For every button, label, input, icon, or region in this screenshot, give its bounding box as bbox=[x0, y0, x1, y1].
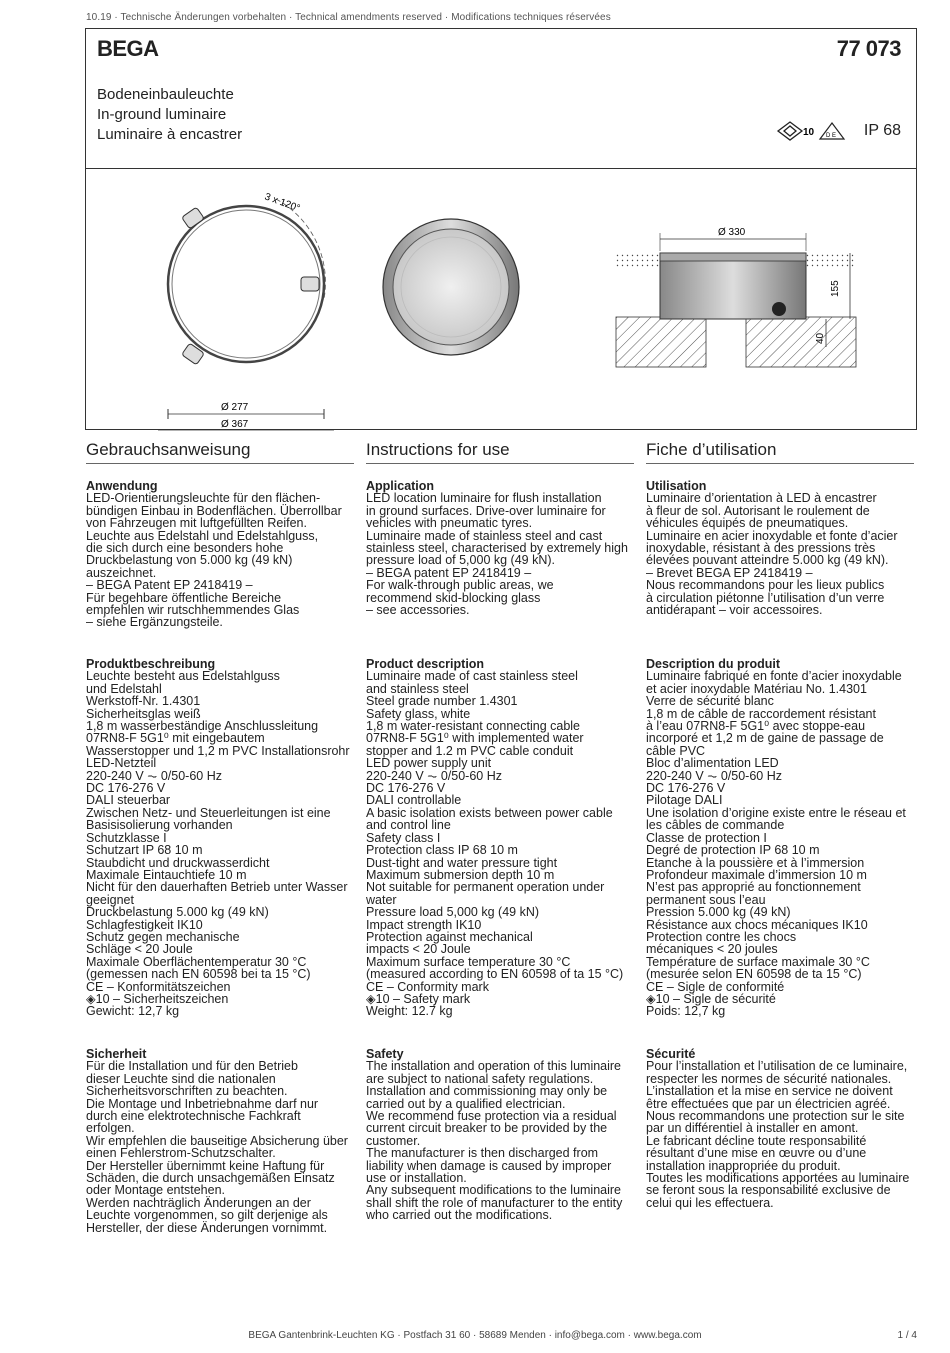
text-line: Schutzart IP 68 10 m bbox=[86, 843, 203, 858]
product-name-de: Bodeneinbauleuchte bbox=[97, 86, 234, 103]
de-mark-letters: D E bbox=[826, 133, 837, 139]
text-line: Dust-tight and water pressure tight bbox=[366, 855, 558, 870]
text-line: auszeichnet. bbox=[86, 565, 157, 580]
dim-inner-diameter: Ø 277 bbox=[221, 402, 249, 413]
luminaire-top-view bbox=[383, 219, 519, 355]
text-line: N’est pas approprié au fonctionnement bbox=[646, 880, 861, 895]
text-line: und Edelstahl bbox=[86, 681, 162, 696]
brand-name: BEGA bbox=[97, 36, 159, 61]
section-heading: Product description bbox=[366, 657, 485, 671]
text-line: Zwischen Netz- und Steuerleitungen ist eine bbox=[86, 805, 331, 820]
text-line: vehicles with pneumatic tyres. bbox=[366, 516, 533, 531]
text-line: liability when damage is caused by improper bbox=[366, 1158, 612, 1173]
text-line: Die Montage und Inbetriebnahme darf nur bbox=[86, 1096, 319, 1111]
text-line: installation inappropriée du produit. bbox=[646, 1158, 841, 1173]
section bbox=[86, 480, 354, 629]
text-line: véhicules équipés de pneumatiques. bbox=[646, 516, 849, 531]
text-line: For walk-through public areas, we bbox=[366, 578, 554, 593]
text-line: L’installation et la mise en service ne doivent bbox=[646, 1084, 893, 1099]
text-line: LED-Netzteil bbox=[86, 756, 157, 771]
text-line: Etanche à la poussière et à l’immersion bbox=[646, 855, 865, 870]
text-line: Degré de protection IP 68 10 m bbox=[646, 843, 820, 858]
section-heading: Sicherheit bbox=[86, 1047, 147, 1061]
text-line: LED-Orientierungsleuchte für den flächen- bbox=[86, 491, 321, 506]
text-line: Leuchte aus Edelstahl und Edelstahlguss, bbox=[86, 528, 319, 543]
text-line: être effectuées que par un électricien agréé. bbox=[646, 1096, 891, 1111]
text-line: in ground surfaces. Drive-over luminaire for bbox=[366, 503, 606, 518]
section-heading: Sécurité bbox=[646, 1047, 696, 1061]
text-line: Pilotage DALI bbox=[646, 793, 723, 808]
text-line: Profondeur maximale d’immersion 10 m bbox=[646, 867, 867, 882]
section bbox=[366, 658, 634, 1018]
text-line: DC 176-276 V bbox=[366, 781, 446, 796]
text-line: Une isolation d’origine existe entre le réseau et bbox=[646, 805, 906, 820]
text-line: Schlagfestigkeit IK10 bbox=[86, 917, 203, 932]
column-german bbox=[86, 440, 354, 1235]
text-line: ◈10 – Sicherheitszeichen bbox=[86, 991, 229, 1006]
text-line: et acier inoxydable Matériau No. 1.4301 bbox=[646, 681, 867, 696]
text-line: who carried out the modifications. bbox=[366, 1208, 553, 1223]
text-line: Wasserstopper und 1,2 m PVC Installationsrohr bbox=[86, 743, 350, 758]
text-line: 1,8 m water-resistant connecting cable bbox=[366, 719, 580, 734]
text-line: Leuchte vorgenommen, so gilt derjenige als bbox=[86, 1208, 328, 1223]
text-line: Safety class I bbox=[366, 830, 441, 845]
text-line: use or installation. bbox=[366, 1171, 467, 1186]
text-line: Pour l’installation et l’utilisation de ce luminaire, bbox=[646, 1059, 908, 1074]
text-line: se feront sous la responsabilité exclusive de bbox=[646, 1183, 891, 1198]
text-line: ◈10 – Safety mark bbox=[366, 991, 471, 1006]
text-line: Steel grade number 1.4301 bbox=[366, 694, 518, 709]
section bbox=[646, 480, 914, 616]
text-line: Any subsequent modifications to the luminaire bbox=[366, 1183, 622, 1198]
article-number: 77 073 bbox=[836, 36, 901, 61]
text-line: à circulation piétonne l’utilisation d’un verre bbox=[646, 590, 885, 605]
text-line: Impact strength IK10 bbox=[366, 917, 482, 932]
text-line: Température de surface maximale 30 °C bbox=[646, 954, 870, 969]
text-line: Protection against mechanical bbox=[366, 929, 533, 944]
text-line: Pression 5.000 kg (49 kN) bbox=[646, 905, 791, 920]
column-english bbox=[366, 440, 634, 1223]
text-line: incorporé et 1,2 m de gaine de passage de bbox=[646, 731, 884, 746]
section-heading: Safety bbox=[366, 1047, 404, 1061]
text-line: current circuit breaker to be provided by the bbox=[366, 1121, 608, 1136]
text-line: are subject to national safety regulations. bbox=[366, 1071, 594, 1086]
column-title: Gebrauchsanweisung bbox=[86, 440, 354, 464]
text-line: à l’eau 07RN8-F 5G1⁰ avec stoppe-eau bbox=[646, 719, 866, 734]
text-line: We recommend fuse protection via a residual bbox=[366, 1109, 617, 1124]
text-line: stopper and 1.2 m PVC cable conduit bbox=[366, 743, 574, 758]
section bbox=[646, 658, 914, 1018]
text-line: Luminaire en acier inoxydable et fonte d’acier bbox=[646, 528, 898, 543]
text-line: Für begehbare öffentliche Bereiche bbox=[86, 590, 282, 605]
angle-label: 3 x 120° bbox=[262, 191, 302, 215]
text-line: Schutz gegen mechanische bbox=[86, 929, 240, 944]
text-line: Maximale Eintauchtiefe 10 m bbox=[86, 867, 247, 882]
text-line: à fleur de sol. Autorisant le roulement de bbox=[646, 503, 870, 518]
text-line: (mesurée selon EN 60598 de ta 15 °C) bbox=[646, 967, 862, 982]
text-line: The installation and operation of this luminaire bbox=[366, 1059, 622, 1074]
dim-depth: 40 bbox=[815, 332, 826, 344]
text-line: Druckbelastung 5.000 kg (49 kN) bbox=[86, 905, 269, 920]
text-line: pressure load of 5,000 kg (49 kN). bbox=[366, 553, 555, 568]
text-line: LED power supply unit bbox=[366, 756, 492, 771]
text-line: einen Fehlerstrom-Schutzschalter. bbox=[86, 1146, 276, 1161]
text-line: Für die Installation und für den Betrieb bbox=[86, 1059, 298, 1074]
text-line: 220-240 V ⏦ 0/50-60 Hz bbox=[366, 768, 502, 783]
text-line: 220-240 V ⏦ 0/50-60 Hz bbox=[646, 768, 782, 783]
text-line: inoxydable, résistant à des pressions très bbox=[646, 541, 876, 556]
text-line: élevées pouvant atteindre 5.000 kg (49 kN). bbox=[646, 553, 889, 568]
text-line: DC 176-276 V bbox=[86, 781, 166, 796]
text-line: 220-240 V ⏦ 0/50-60 Hz bbox=[86, 768, 222, 783]
text-line: recommend skid-blocking glass bbox=[366, 590, 541, 605]
text-line: Schäden, die durch unsachgemäßen Einsatz bbox=[86, 1171, 335, 1186]
text-line: Luminaire made of cast stainless steel bbox=[366, 669, 578, 684]
text-line: LED location luminaire for flush installation bbox=[366, 491, 602, 506]
text-line: Hersteller, der diese Änderungen vornimmt. bbox=[86, 1220, 328, 1235]
text-line: antidérapant – voir accessoires. bbox=[646, 603, 823, 618]
text-line: and stainless steel bbox=[366, 681, 469, 696]
text-line: DC 176-276 V bbox=[646, 781, 726, 796]
text-line: Nicht für den dauerhaften Betrieb unter Wasser bbox=[86, 880, 348, 895]
column-title: Fiche d’utilisation bbox=[646, 440, 914, 464]
text-line: ◈10 – Sigle de sécurité bbox=[646, 991, 776, 1006]
text-line: Installation and commissioning may only be bbox=[366, 1084, 608, 1099]
text-line: dieser Leuchte sind die nationalen bbox=[86, 1071, 276, 1086]
section bbox=[646, 1048, 914, 1209]
text-line: 07RN8-F 5G1⁰ with implemented water bbox=[366, 731, 584, 746]
dim-height: 155 bbox=[830, 280, 841, 297]
text-line: DALI steuerbar bbox=[86, 793, 171, 808]
section bbox=[86, 658, 354, 1018]
column-french bbox=[646, 440, 914, 1210]
text-line: DALI controllable bbox=[366, 793, 462, 808]
text-line: von Fahrzeugen mit luftgefüllten Reifen. bbox=[86, 516, 307, 531]
text-line: câble PVC bbox=[646, 743, 706, 758]
text-line: Luminaire fabriqué en fonte d’acier inoxydable bbox=[646, 669, 902, 684]
text-line: Nous recommandons pour les lieux publics bbox=[646, 578, 885, 593]
text-line: Basisisolierung vorhanden bbox=[86, 818, 233, 833]
section bbox=[366, 1048, 634, 1222]
text-line: – see accessories. bbox=[366, 603, 470, 618]
text-line: empfehlen wir rutschhemmendes Glas bbox=[86, 603, 300, 618]
text-line: water bbox=[366, 892, 397, 907]
product-name-en: In-ground luminaire bbox=[97, 106, 227, 123]
section-heading: Utilisation bbox=[646, 479, 707, 493]
ring-plan-view bbox=[158, 191, 334, 431]
text-line: 1,8 m de câble de raccordement résistant bbox=[646, 706, 876, 721]
text-line: Verre de sécurité blanc bbox=[646, 694, 774, 709]
text-line: customer. bbox=[366, 1133, 421, 1148]
revision-note: 10.19 · Technische Änderungen vorbehalten · Technical amendments reserved · Modifications techniques réservées bbox=[86, 12, 611, 23]
text-line: Druckbelastung von 5.000 kg (49 kN) bbox=[86, 553, 293, 568]
text-line: Der Hersteller übernimmt keine Haftung für bbox=[86, 1158, 325, 1173]
section-heading: Description du produit bbox=[646, 657, 781, 671]
text-line: Maximum submersion depth 10 m bbox=[366, 867, 555, 882]
text-line: – siehe Ergänzungsteile. bbox=[86, 615, 223, 630]
text-line: Nous recommandons une protection sur le site bbox=[646, 1109, 905, 1124]
text-line: Wir empfehlen die bauseitige Absicherung über bbox=[86, 1133, 348, 1148]
text-line: Poids: 12,7 kg bbox=[646, 1004, 726, 1019]
text-line: Maximum surface temperature 30 °C bbox=[366, 954, 571, 969]
text-line: Classe de protection I bbox=[646, 830, 767, 845]
text-line: impacts < 20 Joule bbox=[366, 942, 471, 957]
text-line: Not suitable for permanent operation under bbox=[366, 880, 605, 895]
dim-top-diameter: Ø 330 bbox=[718, 227, 746, 238]
text-line: Bloc d’alimentation LED bbox=[646, 756, 779, 771]
header-box bbox=[85, 28, 917, 430]
text-line: Toutes les modifications apportées au luminaire bbox=[646, 1171, 910, 1186]
text-line: CE – Konformitätszeichen bbox=[86, 979, 231, 994]
text-line: Maximale Oberflächentemperatur 30 °C bbox=[86, 954, 307, 969]
text-line: shall shift the role of manufacturer to the entity bbox=[366, 1195, 623, 1210]
product-name-fr: Luminaire à encastrer bbox=[97, 126, 243, 143]
text-line: mécaniques < 20 joules bbox=[646, 942, 778, 957]
section bbox=[366, 480, 634, 616]
technical-drawing bbox=[86, 169, 916, 431]
page-number: 1 / 4 bbox=[897, 1330, 917, 1341]
text-line: les câbles de commande bbox=[646, 818, 785, 833]
text-line: respecter les normes de sécurité nationales. bbox=[646, 1071, 892, 1086]
text-line: Schläge < 20 Joule bbox=[86, 942, 193, 957]
text-line: geeignet bbox=[86, 892, 134, 907]
text-line: Luminaire d’orientation à LED à encastrer bbox=[646, 491, 877, 506]
section-heading: Produktbeschreibung bbox=[86, 657, 216, 671]
text-line: stainless steel, characterised by extremely high bbox=[366, 541, 628, 556]
text-line: Leuchte besteht aus Edelstahlguss bbox=[86, 669, 280, 684]
safety-marks-icon bbox=[776, 119, 846, 143]
text-line: Sicherheitsvorschriften zu beachten. bbox=[86, 1084, 288, 1099]
text-line: Le fabricant décline toute responsabilité bbox=[646, 1133, 867, 1148]
text-line: bündigen Einbau in Bodenflächen. Überrollbar bbox=[86, 503, 342, 518]
text-line: Schutzklasse I bbox=[86, 830, 167, 845]
dim-outer-diameter: Ø 367 bbox=[221, 419, 249, 430]
text-line: 07RN8-F 5G1⁰ mit eingebautem bbox=[86, 731, 265, 746]
footer-address: BEGA Gantenbrink-Leuchten KG · Postfach 31 60 · 58689 Menden · info@bega.com · www.bega.com bbox=[248, 1330, 702, 1341]
text-line: Staubdicht und druckwasserdicht bbox=[86, 855, 270, 870]
text-line: carried out by a qualified electrician. bbox=[366, 1096, 566, 1111]
text-line: 1,8 m wasserbeständige Anschlussleitung bbox=[86, 719, 319, 734]
text-line: The manufacturer is then discharged from bbox=[366, 1146, 599, 1161]
text-line: résultant d’une mise en œuvre ou d’une bbox=[646, 1146, 867, 1161]
text-line: die sich durch eine besonders hohe bbox=[86, 541, 284, 556]
section-heading: Application bbox=[366, 479, 435, 493]
text-line: Protection contre les chocs bbox=[646, 929, 797, 944]
section-view bbox=[616, 227, 856, 367]
text-line: Werden nachträglich Änderungen an der bbox=[86, 1195, 311, 1210]
text-line: Werkstoff-Nr. 1.4301 bbox=[86, 694, 201, 709]
text-line: permanent sous l’eau bbox=[646, 892, 766, 907]
text-line: CE – Sigle de conformité bbox=[646, 979, 785, 994]
text-line: (measured according to EN 60598 of ta 15 °C) bbox=[366, 967, 624, 982]
text-line: Sicherheitsglas weiß bbox=[86, 706, 201, 721]
text-line: celui qui les effectuera. bbox=[646, 1195, 774, 1210]
column-title: Instructions for use bbox=[366, 440, 634, 464]
text-line: oder Montage entstehen. bbox=[86, 1183, 225, 1198]
section-heading: Anwendung bbox=[86, 479, 158, 493]
text-line: Safety glass, white bbox=[366, 706, 471, 721]
ik-rating-mark: 10 bbox=[803, 127, 815, 138]
text-line: – BEGA patent EP 2418419 – bbox=[366, 565, 532, 580]
text-line: durch eine elektrotechnische Fachkraft bbox=[86, 1109, 301, 1124]
text-line: (gemessen nach EN 60598 bei ta 15 °C) bbox=[86, 967, 311, 982]
text-line: Protection class IP 68 10 m bbox=[366, 843, 518, 858]
text-line: erfolgen. bbox=[86, 1121, 135, 1136]
text-line: – Brevet BEGA EP 2418419 – bbox=[646, 565, 813, 580]
text-line: Luminaire made of stainless steel and cast bbox=[366, 528, 603, 543]
text-line: and control line bbox=[366, 818, 451, 833]
text-line: CE – Conformity mark bbox=[366, 979, 489, 994]
ip-rating: IP 68 bbox=[863, 122, 901, 139]
text-line: Résistance aux chocs mécaniques IK10 bbox=[646, 917, 868, 932]
text-line: par un différentiel à installer en amont. bbox=[646, 1121, 859, 1136]
text-line: Pressure load 5,000 kg (49 kN) bbox=[366, 905, 540, 920]
text-line: Weight: 12.7 kg bbox=[366, 1004, 453, 1019]
text-line: Gewicht: 12,7 kg bbox=[86, 1004, 180, 1019]
text-line: – BEGA Patent EP 2418419 – bbox=[86, 578, 253, 593]
text-line: A basic isolation exists between power cable bbox=[366, 805, 613, 820]
section bbox=[86, 1048, 354, 1234]
